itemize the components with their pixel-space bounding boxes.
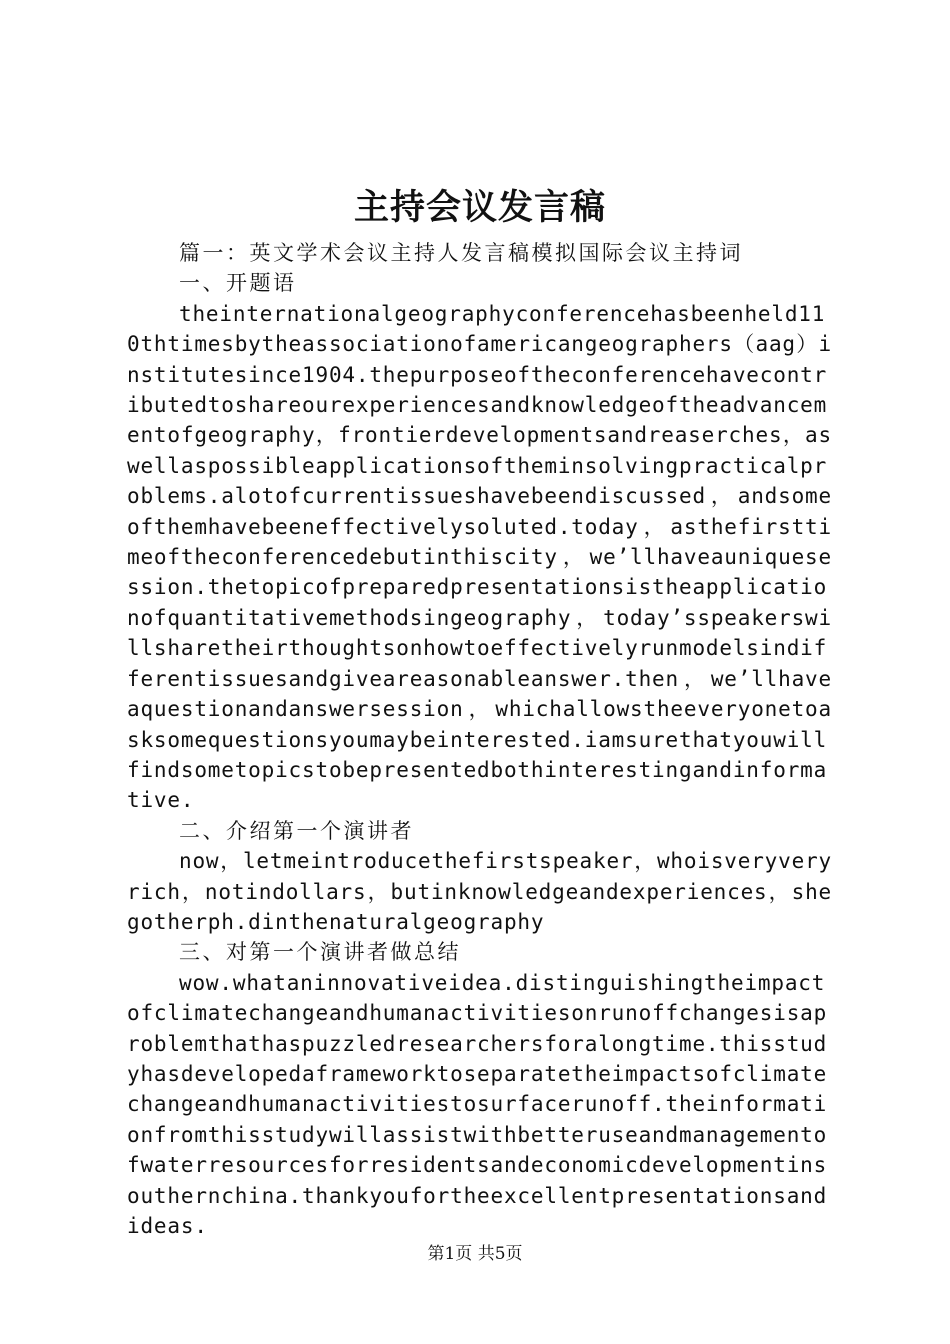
page-number-footer: 第1页 共5页 [427, 1244, 523, 1264]
paragraph-opening: theinternationalgeographyconferencehasbeenheld110thtimesbytheassociationofamericangeographers（aag）institutesince1904.thepurposeoftheconferencehavecontributedtoshareourexperiencesandknowledgeoftheadvancementofgeography，frontierdevelopmentsandreaserches，aswellaspossibleapplicationsoftheminsolvingpracticalproblems.alotofcurrentissueshavebeendiscussed，andsomeofthemhavebeeneffectivelysoluted.today，asthefirsttimeoftheconferencedebutinthiscity，we’llhaveauniquesession.thetopicofpreparedpresentationsistheapplicationofquantitativemethodsingeography，today’sspeakerswillsharetheirthoughtsonhowtoeffectivelyrunmodelsindifferentissuesandgiveareasonableanswer.then，we’llhaveaquestionandanswersession，whichallowstheeveryonetoasksomequestionsyoumaybeinterested.iamsurethatyouwillfindsometopicstobepresentedbothinterestingandinformative. [127, 301, 832, 813]
heading-opening: 一、开题语 [179, 271, 297, 296]
heading-introduce-speaker: 二、介绍第一个演讲者 [179, 818, 414, 843]
section-title: 篇一：英文学术会议主持人发言稿模拟国际会议主持词 [179, 241, 743, 265]
document-body [127, 238, 832, 1241]
document-title: 主持会议发言稿 [353, 187, 606, 228]
paragraph-summary: wow.whataninnovativeidea.distinguishingtheimpactofclimatechangeandhumanactivitiesonrunoffchangesisaproblemthathaspuzzledresearchersforalongtime.thisstudyhasdevelopedaframeworktoseparatetheimpactsofclimatechangeandhumanactivitiestosurfacerunoff.theinformationfromthisstudywillassistwithbetteruseandmanagementofwaterresourcesforresidentsandeconomicdevelopmentinsouthernchina.thankyoufortheexcellentpresentationsandideas. [127, 970, 828, 1238]
heading-summary: 三、对第一个演讲者做总结 [179, 940, 461, 965]
paragraph-introduce-speaker: now，letmeintroducethefirstspeaker，whoisveryveryrich，notindollars，butinknowledgeandexperiences，shegotherph.dinthenaturalgeography [127, 849, 832, 934]
